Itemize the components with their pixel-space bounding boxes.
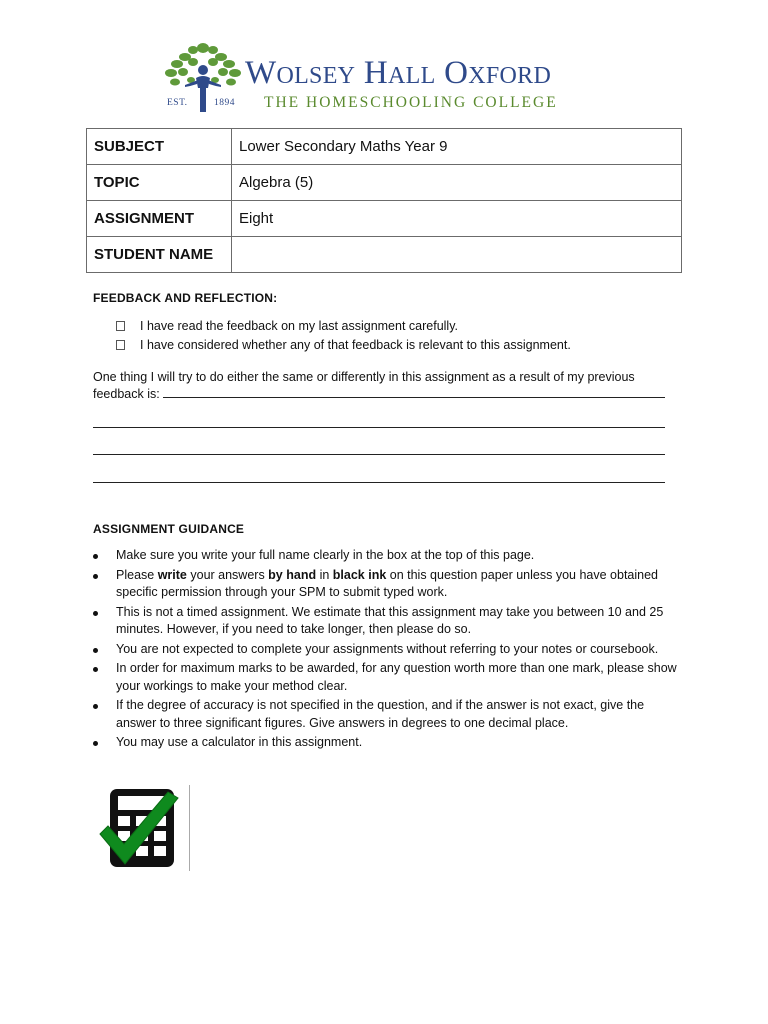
list-item: You are not expected to complete your assignments without referring to your notes or coursebook. bbox=[93, 641, 683, 659]
feedback-check-item: I have considered whether any of that feedback is relevant to this assignment. bbox=[116, 338, 571, 352]
list-item: If the degree of accuracy is not specified in the question, and if the answer is not exact, give the answer to three significant figures. Give answers in degrees to one decimal place. bbox=[93, 697, 683, 732]
calculator-allowed-icon bbox=[98, 786, 180, 870]
subject-label: SUBJECT bbox=[87, 129, 232, 165]
brand-name: WOLSEY HALL OXFORD bbox=[245, 55, 552, 91]
list-item: You may use a calculator in this assignment. bbox=[93, 734, 683, 752]
student-name-field[interactable] bbox=[232, 237, 682, 273]
table-row bbox=[87, 237, 682, 273]
list-item: Please write your answers by hand in black ink on this question paper unless you have obtained specific permission through your SPM to submit typed work. bbox=[93, 567, 683, 602]
checkbox[interactable] bbox=[116, 340, 125, 350]
assignment-value: Eight bbox=[232, 201, 682, 237]
guidance-list bbox=[93, 547, 683, 754]
student-name-label: STUDENT NAME bbox=[87, 237, 232, 273]
reflection-answer-line[interactable] bbox=[93, 482, 665, 483]
feedback-check-item: I have read the feedback on my last assignment carefully. bbox=[116, 319, 458, 333]
est-year: 1894 bbox=[214, 98, 235, 108]
assignment-info-table bbox=[86, 128, 682, 273]
table-row bbox=[87, 129, 682, 165]
reflection-answer-line[interactable] bbox=[93, 427, 665, 428]
reflection-prompt: One thing I will try to do either the same or differently in this assignment as a result of my previous feedback is: bbox=[93, 369, 673, 403]
list-item: This is not a timed assignment. We estimate that this assignment may take you between 10 and 25 minutes. However, if you need to take longer, then please do so. bbox=[93, 604, 683, 639]
topic-value: Algebra (5) bbox=[232, 165, 682, 201]
divider bbox=[189, 785, 190, 871]
reflection-answer-line[interactable] bbox=[163, 386, 665, 398]
subject-value: Lower Secondary Maths Year 9 bbox=[232, 129, 682, 165]
list-item: In order for maximum marks to be awarded, for any question worth more than one mark, please show your workings to make your method clear. bbox=[93, 660, 683, 695]
list-item: Make sure you write your full name clearly in the box at the top of this page. bbox=[93, 547, 683, 565]
table-row bbox=[87, 165, 682, 201]
wolsey-hall-logo bbox=[163, 40, 613, 116]
assignment-label: ASSIGNMENT bbox=[87, 201, 232, 237]
table-row bbox=[87, 201, 682, 237]
brand-tagline: THE HOMESCHOOLING COLLEGE bbox=[264, 94, 558, 111]
est-label: EST. 1894 bbox=[167, 98, 235, 108]
guidance-title: ASSIGNMENT GUIDANCE bbox=[93, 522, 245, 536]
reflection-answer-line[interactable] bbox=[93, 454, 665, 455]
checkbox[interactable] bbox=[116, 321, 125, 331]
feedback-title: FEEDBACK AND REFLECTION: bbox=[93, 291, 278, 305]
topic-label: TOPIC bbox=[87, 165, 232, 201]
